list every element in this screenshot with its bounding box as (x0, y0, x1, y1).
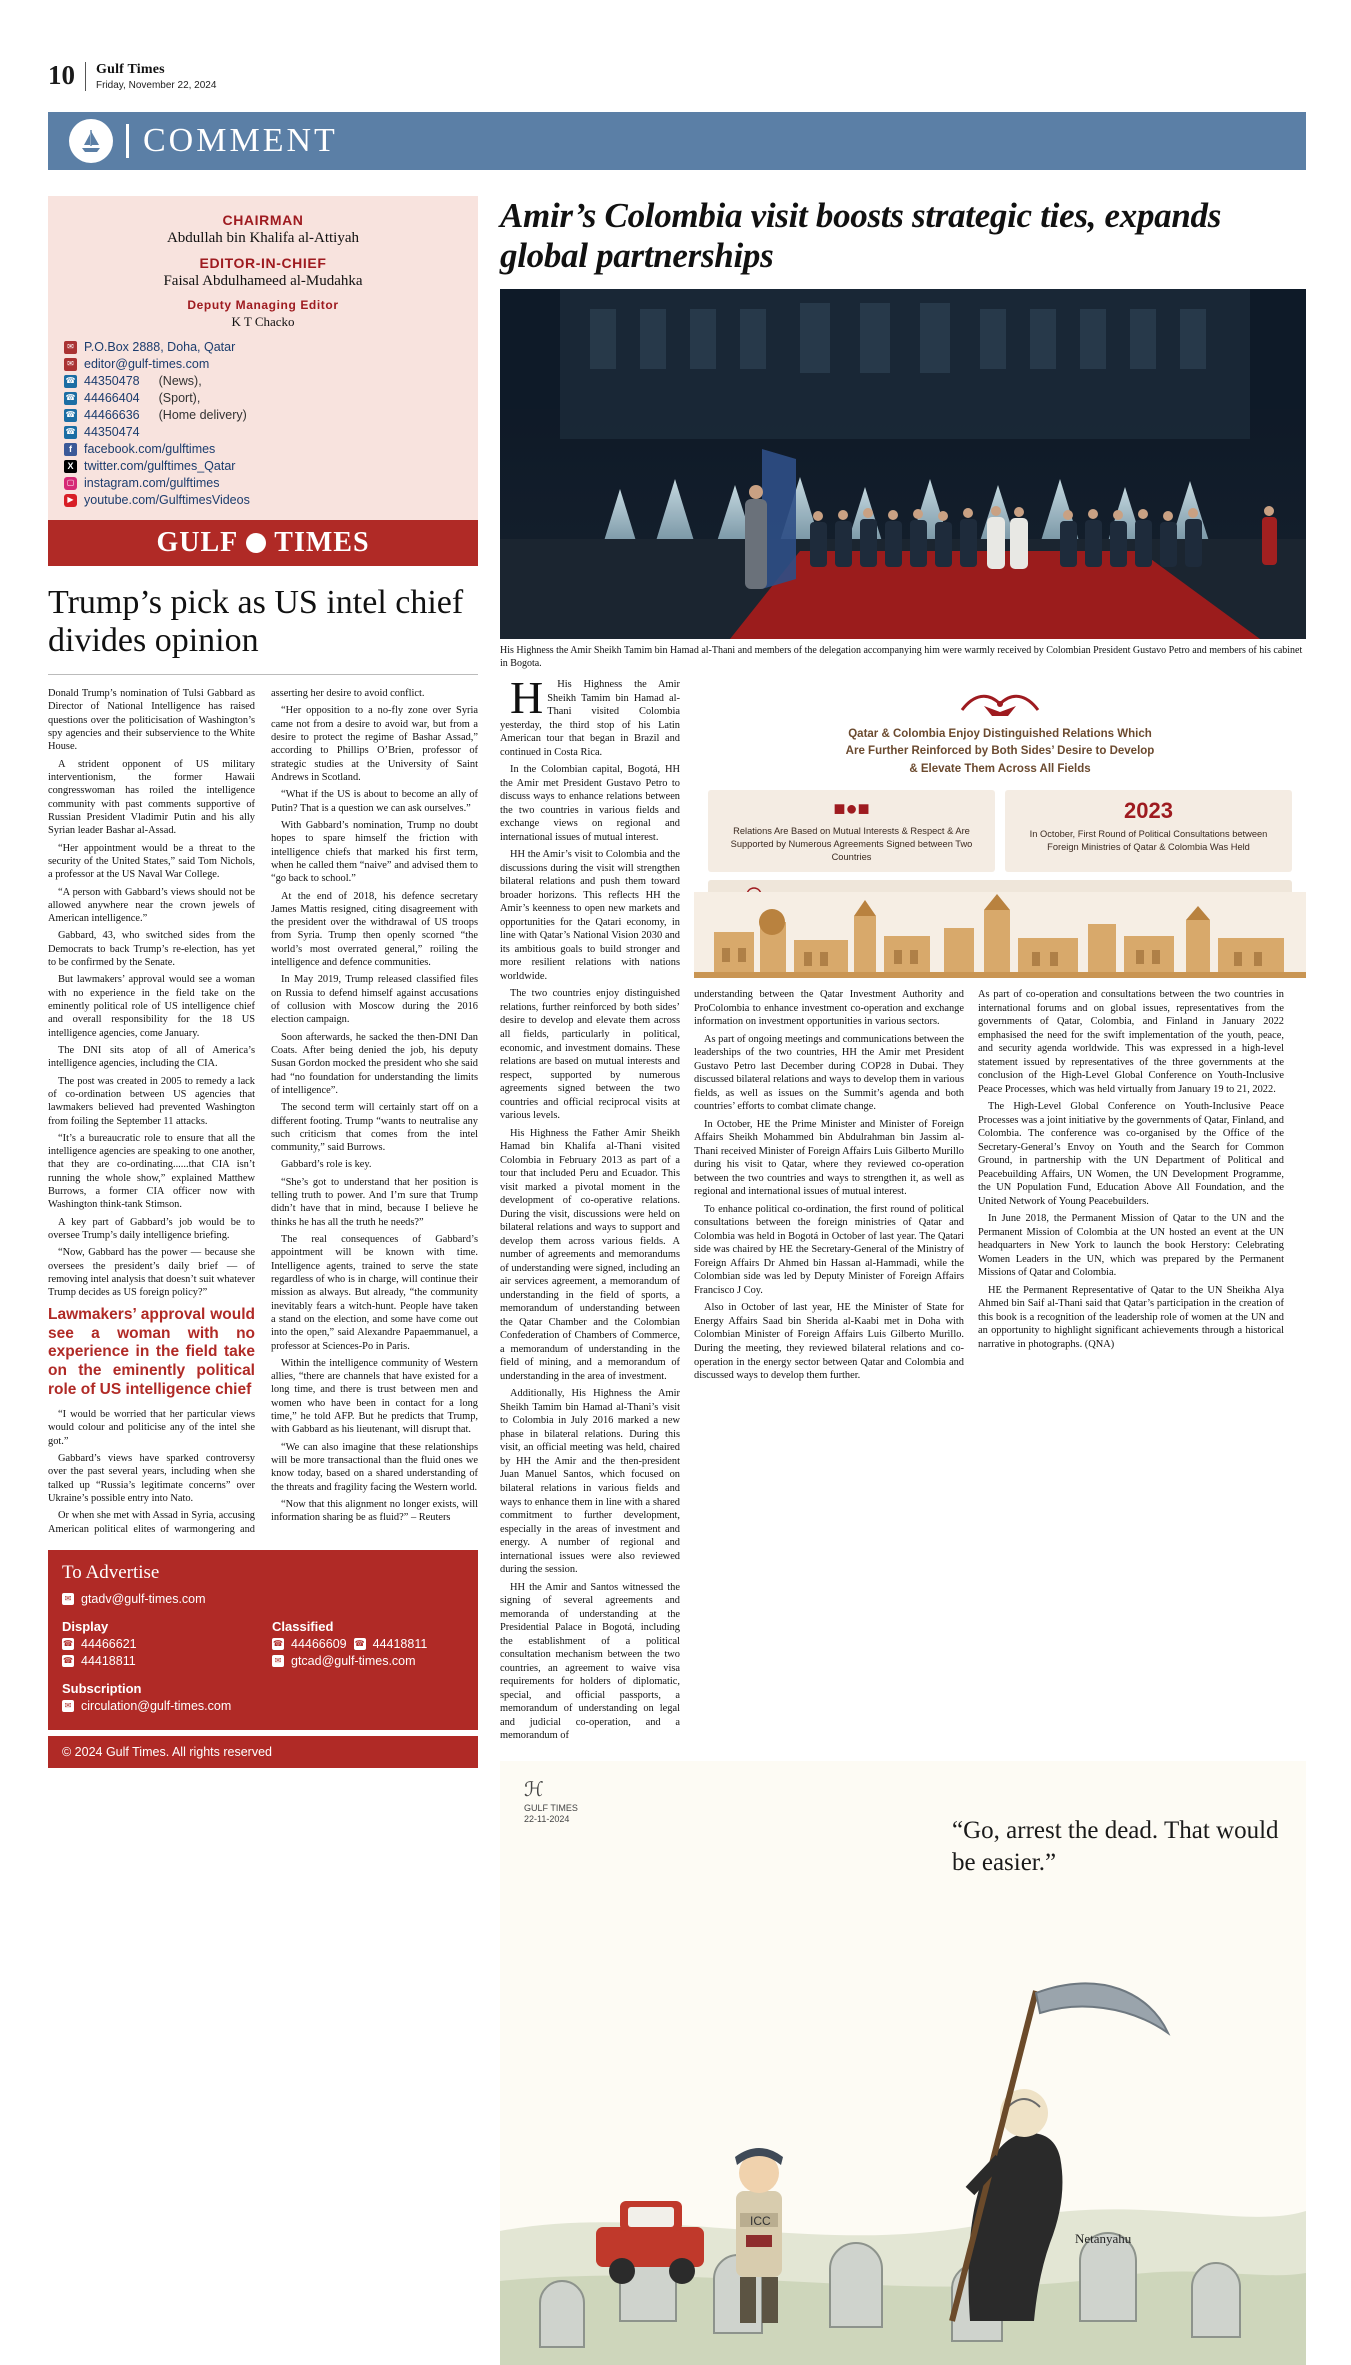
facebook-icon: f (64, 443, 77, 456)
paragraph: “A person with Gabbard’s views should not be allowed anywhere near the crown jewels of American intelligence.” (48, 886, 255, 925)
cartoon-quote: “Go, arrest the dead. That would be easier.” (952, 1816, 1279, 1877)
mail-icon: ✉ (272, 1655, 284, 1667)
paragraph: A key part of Gabbard’s job would be to oversee Trump’s daily intelligence briefing. (48, 1216, 255, 1242)
chairman-name: Abdullah bin Khalifa al-Attiyah (166, 230, 360, 246)
paragraph: Also in October of last year, HE the Minister of State for Energy Affairs Saad bin Sherida al-Kaabi met in Doha with Colombian Minister of Foreign Affairs Luis Gilberto Murillo. During the meeting, they reviewed bilateral relations and co-operation in the energy sector between Qatar and Colombia and discussed ways to develop them further. (694, 1302, 964, 1382)
article-top-row (500, 672, 1306, 1747)
paragraph: “Now, Gabbard has the power — because she oversees the president’s daily brief — of removing intel analysis that doesn’t suit whatever Trump decides as US foreign policy?” (48, 1247, 255, 1299)
mail-icon: ✉ (64, 341, 77, 354)
paragraph: HH the Amir’s visit to Colombia and the discussions during the visit will strengthen bilateral relations and push them toward broader horizons. This reflects HH the Amir’s keenness to open new markets and opportunities for the Qatari economy, in line with Qatar’s National Vision 2030 and its ambitious goals to build stronger and more resilient relations with nations worldwide. (500, 849, 680, 982)
divider (48, 674, 478, 675)
artist-signature: ℋ (524, 1778, 544, 1801)
social-youtube[interactable]: ▶ youtube.com/GulftimesVideos (64, 493, 462, 507)
chairman-role-label: CHAIRMAN (222, 212, 304, 228)
page-number: 10 (48, 60, 75, 90)
phone-icon: ☎ (273, 1639, 283, 1649)
left-article-headline: Trump’s pick as US intel chief divides opinion (48, 584, 464, 660)
drop-cap: H (510, 672, 544, 724)
contact-email[interactable]: ✉ editor@gulf-times.com (64, 357, 462, 371)
phone-icon: ☎ (64, 392, 77, 405)
main-column (500, 196, 1306, 2365)
instagram-icon: ▢ (64, 477, 77, 490)
phone-icon: ☎ (64, 375, 77, 388)
paragraph: With Gabbard’s nomination, Trump no doubt hopes to spare himself the friction with intelligence chiefs that marked his first term, when he called them “naive” and advised them to “go back to school.” (271, 819, 478, 885)
masthead (48, 62, 1306, 100)
svg-text:ICC: ICC (750, 2213, 771, 2228)
section-banner (48, 112, 1306, 170)
paragraph: Within the intelligence community of Western allies, “there are channels that have existed for a long time, and there is trust between men and women who have been in contact for a long time,” he told AFP. But he predicts that Trump, with Gabbard as his lieutenant, will disrupt that. (271, 1357, 478, 1436)
mail-icon: ✉ (62, 1700, 74, 1712)
copyright-notice: © 2024 Gulf Times. All rights reserved (48, 1736, 478, 1768)
display-phone-2: ☎ 44418811 (63, 1653, 136, 1668)
paragraph: Gabbard’s views have sparked controversy over the past several years, including when she talked up “Russia’s legitimate concerns” over Ukraine’s possible entry into Nato. (48, 1453, 255, 1504)
paragraph: As part of ongoing meetings and communications between the leaderships of the two countries, HH the Amir met President Gustavo Petro last December during COP28 in Dubai. They discussed bilateral relations and ways to develop them in various fields, as well as issues on the Summit’s agenda and both countries’ efforts to combat climate change. (694, 1033, 964, 1113)
paragraph: HE the Permanent Representative of Qatar to the UN Sheikha Alya Ahmed bin Saif al-Thani said that Qatar’s participation in the creation of this book is a recognition of the leadership role of women at the UN and an opportunity to highlight significant achievements through a historical narrative in photographs. (QNA) (978, 1284, 1284, 1350)
phone-icon: ☎ (354, 1639, 365, 1649)
publication-date: Friday, November 22, 2024 (96, 80, 217, 91)
social-instagram[interactable]: ▢ instagram.com/gulftimes (64, 476, 462, 490)
boat-logo-icon (64, 114, 118, 168)
mail-icon: ✉ (62, 1593, 74, 1605)
editor-role-label: EDITOR-IN-CHIEF (199, 255, 327, 271)
staff-info-box (48, 196, 478, 520)
paragraph: “Her opposition to a no-fly zone over Syria came not from a desire to avoid war, but from a desire to protect the regime of Bashar Assad,” according to Phillips O’Brien, professor of strategic studies at the University of Saint Andrews in Scotland. (271, 705, 478, 784)
paragraph: “Her appointment would be a threat to the security of the United States,” said Tom Nichols, a professor at the US Naval War College. (48, 842, 255, 881)
paragraph: Soon afterwards, he sacked the then-DNI Dan Coats. After being denied the job, his deputy Susan Gordon mocked the president who she said had “no foundation for understanding the limits of intelligence”. (271, 1031, 478, 1096)
phone-icon: ☎ (63, 1639, 73, 1649)
paragraph: His Highness the Father Amir Sheikh Hamad bin Khalifa al-Thani visited Colombia in February 2013 as part of a tour that included Peru and Ecuador. This visit marked a pivotal moment in the development of co-operative relations. During the visit, discussions were held on bilateral relations and ways to support and develop them across various fields. A number of agreements and memorandums of understanding were signed, including an air services agreement, a memorandum of understanding in the field of sports, a memorandum of understanding between the Qatar Chamber and the Colombian Confederation of Chambers of Commerce, a memorandum of understanding in the field of mining, and a memorandum of understanding in the area of investment. (500, 1127, 680, 1382)
paragraph: In May 2019, Trump released classified files on Russia to defend himself against accusations of collusion with Moscow during the 2016 election campaign. (271, 974, 478, 1026)
deputy-name: K T Chacko (231, 314, 295, 329)
paragraph: Gabbard’s role is key. (281, 1159, 372, 1171)
masthead-info (85, 62, 216, 91)
paragraph: But lawmakers’ approval would see a woman with no experience in the field take on the eminently political role of US intelligence chief and overall responsibility for the 18 US intelligence agencies, come January. (48, 974, 255, 1039)
paragraph: “She’s got to understand that her position is telling truth to power. And I’m sure that Trump didn’t have that in mind, because I believe he thinks he has all the truth he needs?” (271, 1176, 478, 1228)
contact-phone-home-delivery: ☎ 44466636 (Home delivery) (65, 408, 247, 422)
deputy-role-label: Deputy Managing Editor (187, 298, 339, 312)
paragraph: understanding between the Qatar Investment Authority and ProColombia to enhance investment co-operation and exchange information on investment opportunities in various sectors. (694, 989, 964, 1028)
logo-emblem-icon (246, 533, 266, 553)
paragraph: In June 2018, the Permanent Mission of Qatar to the UN and the Permanent Mission of Colombia at the UN hosted an event at the UN headquarters in New York to launch the book Herstory: Celebrating Women Leaders in the UN, which was prepared by the Permanent Missions of Qatar and Colombia. (978, 1213, 1284, 1279)
paragraph: Additionally, His Highness the Amir Sheikh Tamim bin Hamad al-Thani’s visit to Colombia in July 2016 marked a new phase in bilateral relations. During this visit, an official meeting was held, chaired by HH the Amir and the then-president Juan Manuel Santos, which focused on bilateral relations in various fields and ways to enhance them in line with a shared commitment to further development, especially in the areas of investment and energy. A number of regional and international issues were also reviewed during the session. (500, 1388, 680, 1576)
paragraph: “I would be worried that her particular views would colour and politicise any of the intel she got.” (48, 1409, 255, 1447)
editor-name: Faisal Abdulhameed al-Mudahka (163, 273, 363, 289)
paragraph: The second term will certainly start off on a different footing. Trump “wants to neutralise any such criticism that comes from the intel community,” said Burrows. (271, 1102, 478, 1154)
section-label: COMMENT (143, 122, 338, 159)
display-phone-1: ☎ 44466621 (63, 1636, 137, 1651)
classified-email[interactable]: ✉ gtcad@gulf-times.com (272, 1654, 464, 1668)
left-column (48, 196, 478, 1768)
cartoon-signature: ℋ GULF TIMES 22-11-2024 (524, 1778, 578, 1825)
logo-word-gulf: GULF (156, 527, 239, 558)
paragraph: Gabbard, 43, who switched sides from the Democrats to back Trump’s re-election, has yet to be confirmed by the Senate. (48, 930, 255, 969)
cartoon-label-netanyahu: Netanyahu (1075, 2230, 1132, 2246)
paragraph: “It’s a bureaucratic role to ensure that all the intelligence agencies are speaking to one another, that they are co-ordinating......that CIA isn’t running the whole show,” explained Matthew Burrows, a former CIA officer now with Washington think-tank Stimson. (48, 1132, 255, 1211)
infographic-wrapper (694, 678, 1306, 1747)
paper-name: Gulf Times (96, 62, 165, 77)
advertise-title: To Advertise (62, 1561, 160, 1583)
banner-divider (126, 124, 129, 158)
paragraph: “We can also imagine that these relationships will be more transactional than the fluid ones we know today, based on a shared understanding of the threats and fragility facing the Western world. (271, 1441, 478, 1493)
paragraph-with-dropcap: H His Highness the Amir Sheikh Tamim bin Hamad al-Thani visited Colombia yesterday, the third stop of his Latin American tour that began in Brazil and continued in Costa Rica. (500, 672, 680, 758)
contact-phone-news: ☎ 44350478 (News), (65, 374, 202, 388)
infographic-year: 2023 (1124, 798, 1173, 824)
subscription-email[interactable]: ✉ circulation@gulf-times.com (62, 1699, 464, 1713)
article-column-3 (978, 988, 1284, 1386)
paragraph: In October, HE the Prime Minister and Minister of Foreign Affairs Sheikh Mohammed bin Abdulrahman bin Jassim al-Thani received Minister of Foreign Affairs Luis Gilberto Murillo during his visit to Qatar, where they reviewed co-operation between the two countries and ways to strengthen it, as well as regional and international issues of mutual interest. (694, 1118, 964, 1198)
handshake-icon (954, 682, 1046, 731)
article-bottom-row (694, 988, 1306, 1386)
contact-phone-extra: ☎ 44350474 (65, 425, 140, 439)
advertise-email[interactable]: ✉ gtadv@gulf-times.com (62, 1592, 464, 1606)
contact-phone-sport: ☎ 44466404 (Sport), (65, 391, 201, 405)
subscription-label: Subscription (62, 1680, 142, 1696)
gulf-times-logo (48, 520, 478, 566)
phone-icon: ☎ (64, 409, 77, 422)
paragraph: A strident opponent of US military interventionism, the former Hawaii congresswoman has roiled the intelligence community with past comments supportive of Russian President Vladimir Putin and his ally Syrian leader Bashar al-Assad. (48, 758, 255, 837)
social-twitter[interactable]: X twitter.com/gulftimes_Qatar (64, 459, 462, 473)
paragraph: “What if the US is about to become an ally of Putin? That is a question we can ask ourselves.” (271, 789, 478, 814)
infographic-card-relations: ■●■ Relations Are Based on Mutual Interests & Respect & Are Supported by Numerous Agreements Signed between Two Countries (708, 790, 995, 871)
paragraph: Or when she met with Assad in Syria, accusing American political elites of warmongering and asserting her desire to avoid conflict. (48, 688, 425, 1535)
classified-phones: ☎ 44466609 ☎ 44418811 (273, 1636, 428, 1651)
classified-label: Classified (272, 1618, 334, 1634)
amir-colombia-reception-photo (500, 289, 1306, 639)
paragraph: The DNI sits atop of all of America’s intelligence agencies, including the CIA. (48, 1044, 255, 1070)
infographic-title: Qatar & Colombia Enjoy Distinguished Relations Which Are Further Reinforced by Both Sides’ Desire to Develop & Elevate Them Across All Fields (845, 728, 1155, 775)
paragraph: The post was created in 2005 to remedy a lack of co-ordination between US agencies that lawmakers believed had prevented Washington from foiling the September 11 attacks. (48, 1075, 255, 1127)
paragraph: As part of co-operation and consultations between the two countries in international forums and on global issues, representatives from the governments of Qatar, Colombia, and Finland in January 2022 emphasised the need for the swift implementation of the youth, peace, and security agenda worldwide. This was expressed in a high-level statement issued by representatives of the three governments at the conclusion of the High-Level Global Conference on Youth-Inclusive Peace Processes, which was held virtually from January 19 to 21, 2022. (978, 989, 1284, 1095)
people-network-icon: ■●■ (833, 798, 870, 821)
paragraph: The real consequences of Gabbard’s appointment will be known with time. Intelligence agents, trained to serve the state regardless of who is in charge, will continue their mission as always. But already, “the community inevitably fears a witch-hunt. People have taken a stand on the election, and some have come out into the open,” said Alexandre Papaemmanuel, a professor at Sciences-Po in Paris. (271, 1234, 478, 1352)
phone-icon: ☎ (64, 426, 77, 439)
paragraph: Donald Trump’s nomination of Tulsi Gabbard as Director of National Intelligence has raised questions over the politicisation of Washington’s spy agencies and their subservience to the White House. (48, 688, 255, 753)
paragraph: “Now that this alignment no longer exists, will information sharing be as fluid?” – Reuters (271, 1498, 478, 1524)
mail-icon: ✉ (64, 358, 77, 371)
paragraph: The two countries enjoy distinguished relations, further reinforced by both sides’ desire to develop and elevate them across all fields, particularly in political, economic, and investment domains. These relations are based on mutual interests and respect, supported by numerous agreements signed between the two countries and official reciprocal visits at various levels. (500, 988, 680, 1122)
paragraph: The High-Level Global Conference on Youth-Inclusive Peace Processes was a joint initiative by the governments of Qatar, Finland, and Colombia. The conference was co-organised by the Office of the Secretary-General’s Envoy on Youth and the Search for Common Ground, in partnership with the UN Department of Political and Peacebuilding Affairs, UN Women, the UN Development Programme, the UN Population Fund, Education Above All Foundation, and the United Network of Young Peacebuilders. (978, 1101, 1284, 1207)
article-column-2 (694, 988, 964, 1386)
qatar-colombia-relations-infographic (694, 678, 1306, 978)
paragraph: In the Colombian capital, Bogotá, HH the Amir met President Gustavo Petro to discuss ways to enhance relations between the two countries in various fields and exchange views on regional and international issues of mutual interest. (500, 764, 680, 843)
display-label: Display (62, 1618, 109, 1634)
paragraph: At the end of 2018, his defence secretary James Mattis resigned, citing disagreement with the president over the withdrawal of US troops from Syria. Trump then openly scorned “the world’s most overrated general,” roiling the intelligence and defence communities. (271, 890, 478, 969)
phone-icon: ☎ (63, 1656, 73, 1666)
advertise-box (48, 1550, 478, 1730)
pull-quote: Lawmakers’ approval would see a woman with no experience in the field take on the eminently political role of US intelligence chief (48, 1305, 255, 1399)
social-facebook[interactable]: f facebook.com/gulftimes (64, 442, 462, 456)
paragraph: To enhance political co-ordination, the first round of political consultations between the foreign ministries of Qatar and Colombia was held in Bogotá in October of last year. The Qatari side was chaired by HE the Secretary-General of the Ministry of Foreign Affairs Dr Ahmed bin Hassan al-Hammadi, while the Colombian side was led by Deputy Minister of Foreign Affairs Francisco J Coy. (694, 1203, 964, 1296)
paragraph: HH the Amir and Santos witnessed the signing of several agreements and memoranda of understanding at the Presidential Palace in Bogotá, including the establishment of a political consultation mechanism between the two countries, an agreement to waive visa requirements for holders of diplomatic, special, and official passports, a memorandum of understanding on legal and judicial co-operation, and a memorandum of (500, 1581, 680, 1742)
contact-address: ✉ P.O.Box 2888, Doha, Qatar (64, 340, 462, 354)
photo-caption: His Highness the Amir Sheikh Tamim bin Hamad al-Thani and members of the delegation accompanying him were warmly received by Colombian President Gustavo Petro and members of his cabinet in Bogota. (500, 645, 1303, 670)
main-article-headline: Amir’s Colombia visit boosts strategic ties, expands global partnerships (500, 196, 1222, 275)
youtube-icon: ▶ (64, 494, 77, 507)
infographic-card-consultations: 2023 In October, First Round of Political Consultations between Foreign Ministries of Qatar & Colombia Was Held (1005, 790, 1292, 871)
article-column-1 (500, 672, 680, 1747)
cartagena-skyline-illustration (694, 892, 1306, 978)
infographic-cards (694, 790, 1306, 871)
contact-list (64, 340, 462, 507)
editorial-cartoon (500, 1761, 1306, 2365)
logo-word-times: TIMES (274, 527, 370, 558)
left-article-body (48, 687, 478, 1536)
twitter-x-icon: X (64, 460, 77, 473)
